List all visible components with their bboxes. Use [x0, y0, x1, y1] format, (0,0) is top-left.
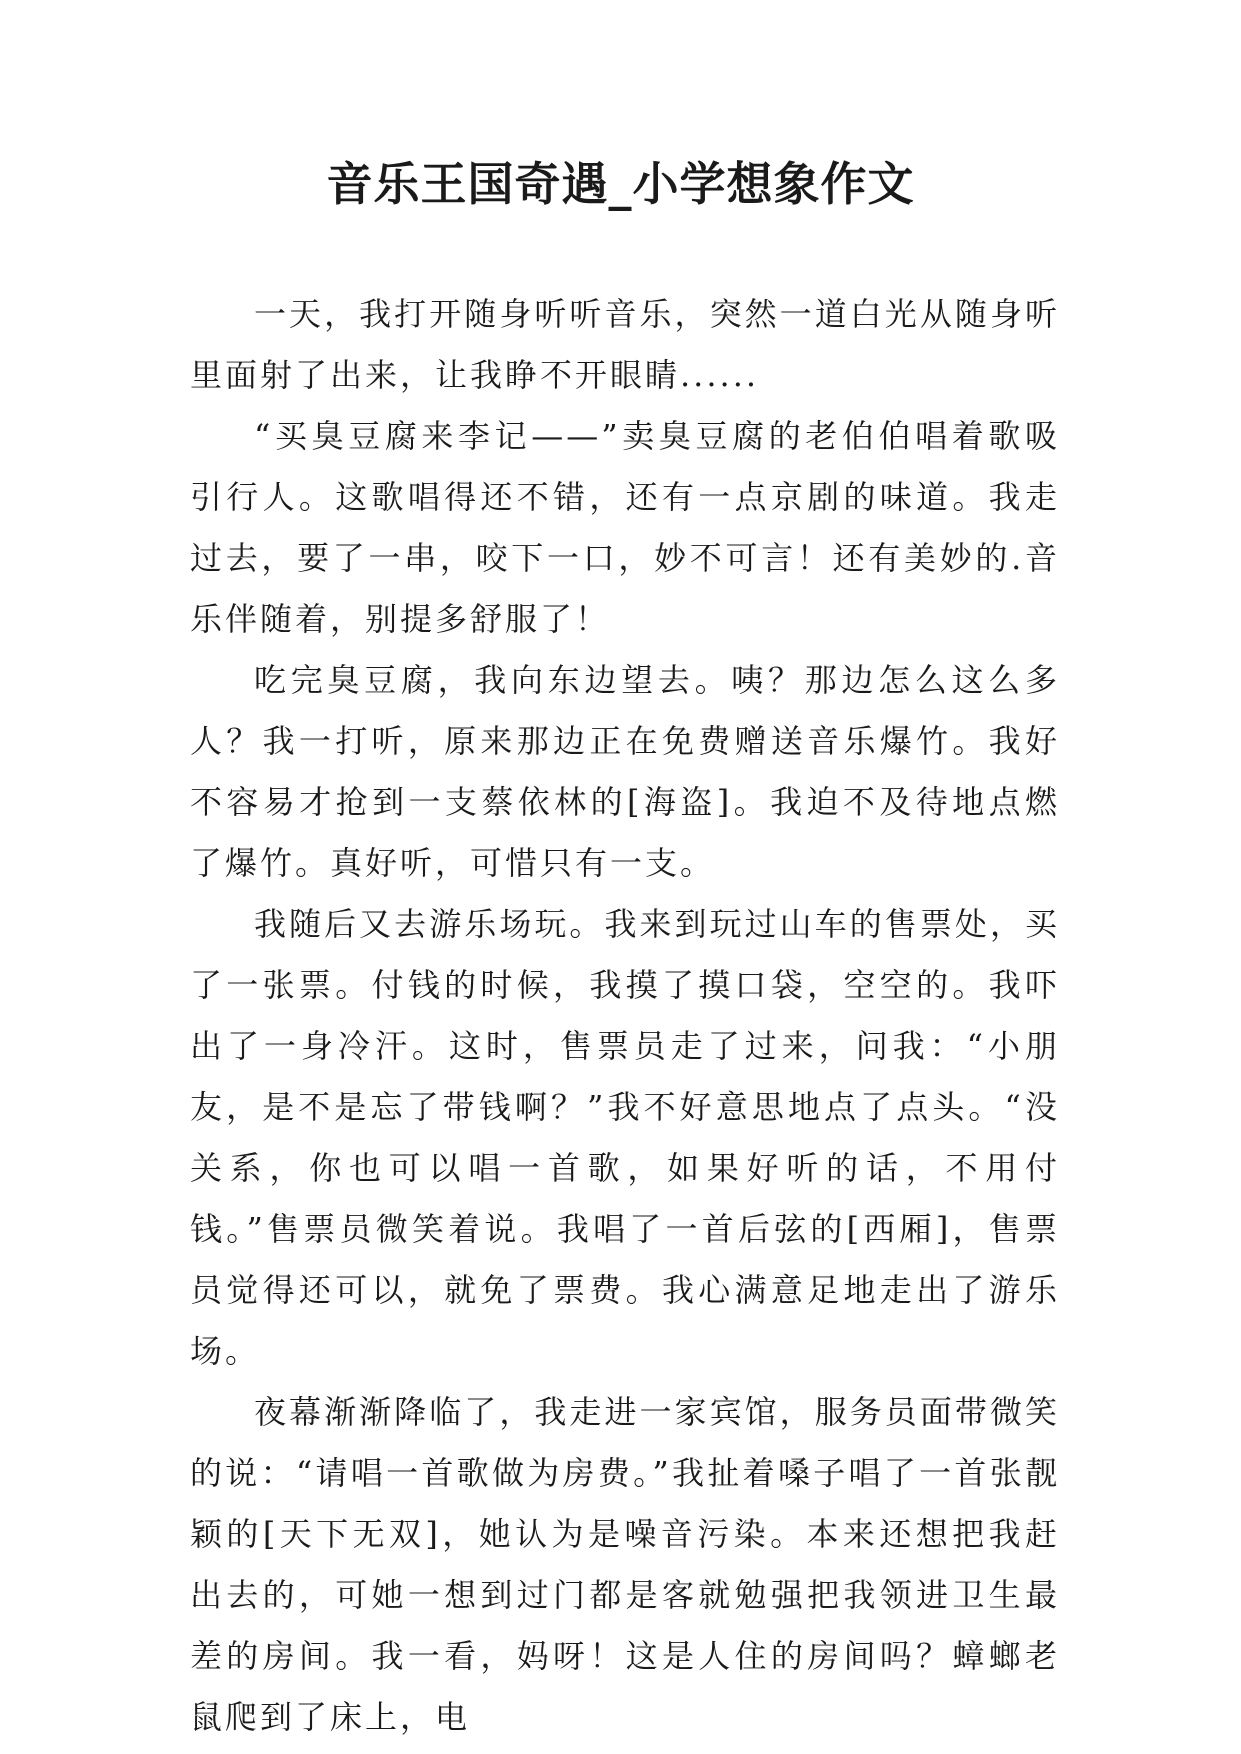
paragraph: 一天，我打开随身听听音乐，突然一道白光从随身听里面射了出来，让我睁不开眼睛......	[190, 295, 1060, 394]
paragraph: “买臭豆腐来李记——”卖臭豆腐的老伯伯唱着歌吸引行人。这歌唱得还不错，还有一点京剧的味道。我走过去，要了一串，咬下一口，妙不可言！还有美妙的.音乐伴随着，别提多舒服了！	[190, 417, 1060, 638]
paragraph: 吃完臭豆腐，我向东边望去。咦？那边怎么这么多人？我一打听，原来那边正在免费赠送音乐爆竹。我好不容易才抢到一支蔡依林的[海盗]。我迫不及待地点燃了爆竹。真好听，可惜只有一支。	[190, 661, 1060, 882]
paragraph: 我随后又去游乐场玩。我来到玩过山车的售票处，买了一张票。付钱的时候，我摸了摸口袋，空空的。我吓出了一身冷汗。这时，售票员走了过来，问我：“小朋友，是不是忘了带钱啊？”我不好意思地点了点头。“没关系，你也可以唱一首歌，如果好听的话，不用付钱。”售票员微笑着说。我唱了一首后弦的[西厢]，售票员觉得还可以，就免了票费。我心满意足地走出了游乐场。	[190, 905, 1060, 1370]
paragraph: 夜幕渐渐降临了，我走进一家宾馆，服务员面带微笑的说：“请唱一首歌做为房费。”我扯着嗓子唱了一首张靓颖的[天下无双]，她认为是噪音污染。本来还想把我赶出去的，可她一想到过门都是客就勉强把我领进卫生最差的房间。我一看，妈呀！这是人住的房间吗？蟑螂老鼠爬到了床上，电	[190, 1393, 1060, 1736]
document-body	[190, 284, 1060, 1748]
document-title: 音乐王国奇遇_小学想象作文	[326, 157, 915, 211]
